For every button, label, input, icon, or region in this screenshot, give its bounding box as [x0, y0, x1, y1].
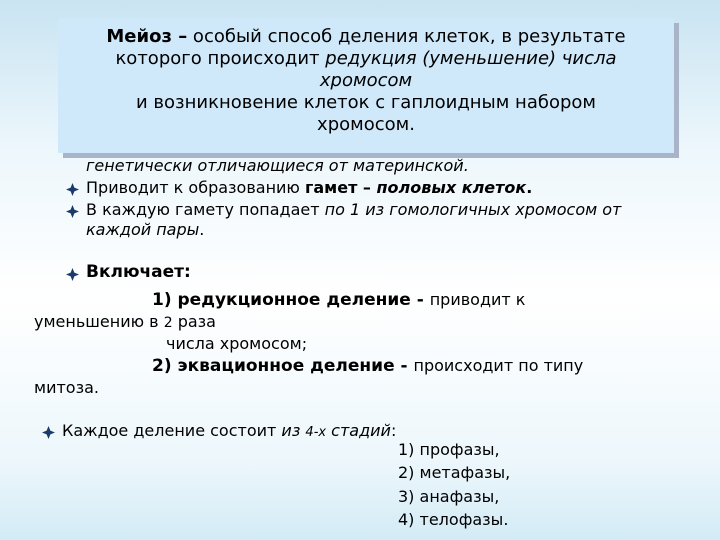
title-line-3: хромосом — [319, 70, 413, 91]
bullet-5-line: Каждое деление состоит из 4-х стадий: — [62, 421, 397, 440]
bullet-2-line: Приводит к образованию гамет – половых клеток. — [86, 178, 533, 197]
title-line-1: Мейоз – особый способ деления клеток, в результате — [106, 26, 626, 47]
division-2-line-2: митоза. — [34, 378, 99, 397]
division-2-line-1: 2) эквационное деление - происходит по типу — [152, 356, 584, 376]
diamond-bullet-icon — [66, 183, 79, 196]
bullet-3-line-2: каждой пары. — [86, 220, 205, 239]
diamond-bullet-icon — [42, 426, 55, 439]
diamond-bullet-icon — [66, 268, 79, 281]
diamond-bullet-icon — [66, 205, 79, 218]
bullet-1-line-2: генетически отличающиеся от материнской. — [86, 156, 469, 175]
title-line-2: которого происходит редукция (уменьшение) числа — [115, 48, 617, 69]
division-1-line-2: уменьшению в 2 раза — [34, 312, 216, 331]
includes-heading: Включает: — [86, 262, 191, 282]
stage-1: 1) профазы, — [398, 440, 500, 459]
bullet-3-line-1: В каждую гамету попадает по 1 из гомологичных хромосом от — [86, 200, 622, 219]
division-1-line-3: числа хромосом; — [166, 334, 308, 353]
title-line-4: и возникновение клеток с гаплоидным набором — [136, 92, 596, 113]
stage-3: 3) анафазы, — [398, 487, 500, 506]
stage-4: 4) телофазы. — [398, 510, 509, 529]
title-line-5: хромосом. — [317, 114, 415, 135]
stage-2: 2) метафазы, — [398, 463, 511, 482]
title-box — [58, 18, 674, 153]
title-term: Мейоз – — [106, 26, 188, 47]
division-1-line-1: 1) редукционное деление - приводит к — [152, 290, 526, 310]
